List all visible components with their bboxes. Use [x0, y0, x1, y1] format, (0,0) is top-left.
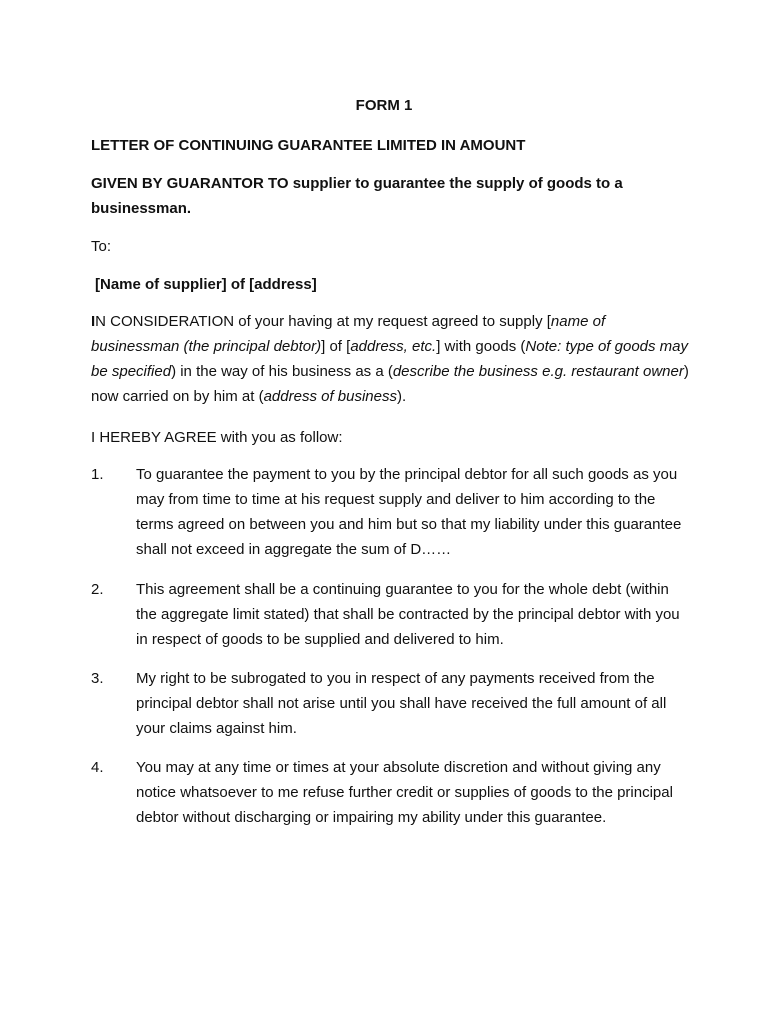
consideration-italic: describe the business e.g. restaurant owner	[392, 363, 684, 380]
consideration-italic: address, etc.	[350, 338, 437, 355]
consideration-text: ] with goods (	[436, 338, 526, 355]
agree-line: I HEREBY AGREE with you as follow:	[91, 429, 343, 446]
list-item-number: 1.	[91, 466, 104, 483]
list-item-text: You may at any time or times at your absolute discretion and without giving any notice whatsoever to me refuse further credit or supplies of goods to the principal debtor without discharging or impairing my ability under this guarantee.	[136, 759, 673, 826]
heading-letter: LETTER OF CONTINUING GUARANTEE LIMITED IN AMOUNT	[91, 137, 526, 154]
consideration-italic: name of businessman (the principal debtor)	[91, 313, 606, 355]
list-item-text: To guarantee the payment to you by the principal debtor for all such goods as you may from time to time at his request supply and deliver to him according to the terms agreed on between you and him but so that my liability under this guarantee shall not exceed in aggregate the sum of D……	[136, 466, 682, 558]
list-item-text: My right to be subrogated to you in respect of any payments received from the principal debtor shall not arise until you shall have received the full amount of all your claims against him.	[136, 670, 667, 737]
list-item-text: This agreement shall be a continuing guarantee to you for the whole debt (within the aggregate limit stated) that shall be contracted by the principal debtor with you in respect of goods to be supplied and delivered to him.	[136, 581, 680, 648]
consideration-paragraph	[91, 309, 691, 409]
consideration-text: ).	[397, 388, 407, 405]
consideration-text: ] of [	[321, 338, 351, 355]
consideration-italic: Note: type of goods may be specified	[91, 338, 689, 380]
consideration-italic: address of business	[263, 388, 397, 405]
consideration-initial: I	[91, 313, 96, 330]
list-item-number: 2.	[91, 581, 104, 598]
form-title: FORM 1	[355, 97, 413, 114]
consideration-text: N CONSIDERATION of your having at my request agreed to supply [	[95, 313, 551, 330]
consideration-text: ) in the way of his business as a (	[171, 363, 393, 380]
list-item-number: 3.	[91, 670, 104, 687]
supplier-line: [Name of supplier] of [address]	[95, 276, 317, 293]
list-item-number: 4.	[91, 759, 104, 776]
heading-given: GIVEN BY GUARANTOR TO supplier to guarantee the supply of goods to a businessman.	[91, 175, 623, 217]
to-label: To:	[91, 238, 112, 255]
consideration-text: ) now carried on by him at (	[91, 363, 689, 405]
